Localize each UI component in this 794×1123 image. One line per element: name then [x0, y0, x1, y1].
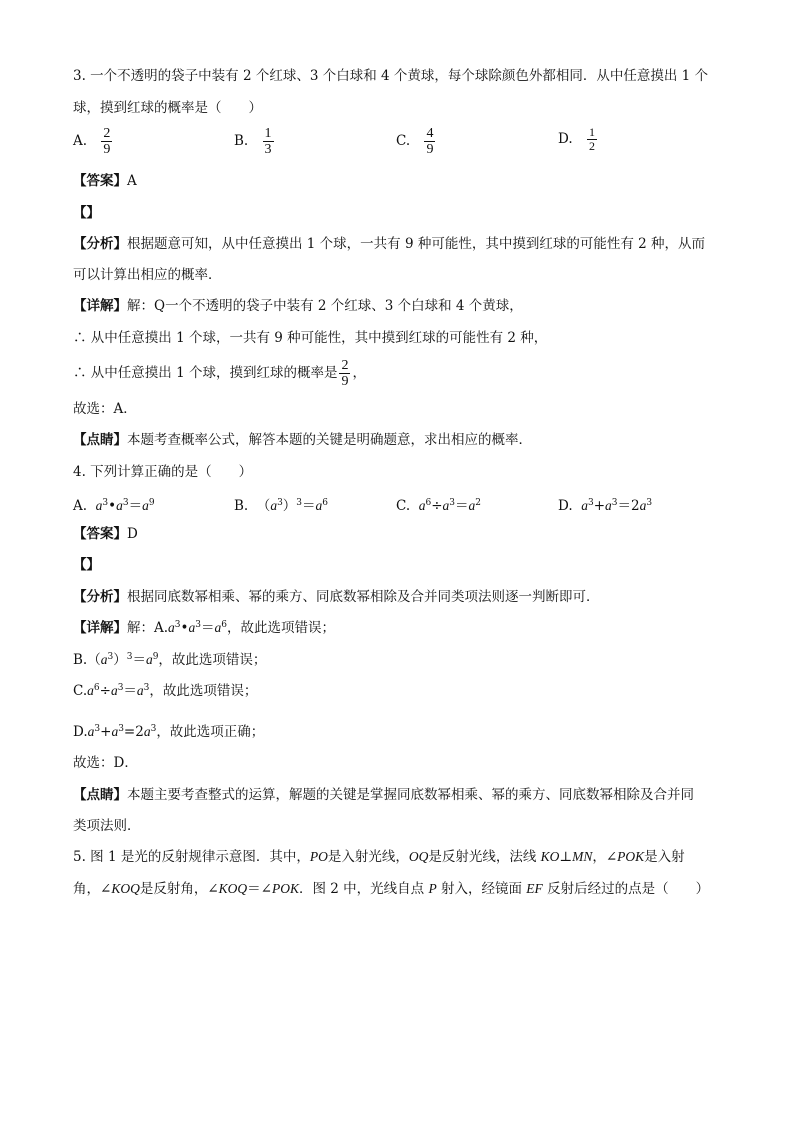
q3-detail-line3: ∴ 从中任意摸出 1 个球，摸到红球的概率是 $\frac{2}{9}$ ，: [73, 358, 366, 389]
q4-detail-b: $B.(a^3)^3=a^9$，故此选项错误；: [73, 652, 267, 668]
q4-empty-tag: 【】: [73, 557, 100, 573]
q3-detail-line2: ∴ 从中任意摸出 1 个球，一共有 9 种可能性，其中摸到红球的可能性有 2 种，: [73, 330, 548, 346]
q3-option-d: D. $\frac{1}{2}$: [558, 125, 595, 153]
q4-detail-d: $D.a^3+a^3=2a^3$，故此选项正确；: [73, 724, 265, 740]
q4-comment-line2: 类项法则．: [73, 818, 141, 834]
q3-answer: 【答案】A: [73, 173, 137, 189]
q3-analysis-line1: 【分析】根据题意可知，从中任意摸出 1 个球，一共有 9 种可能性，其中摸到红球的可能性有 2 种，从而: [73, 236, 706, 252]
q5-stem-line1: 5. 图 1 是光的反射规律示意图．其中，PO是入射光线，OQ是反射光线，法线 KO⊥MN，∠POK是入射: [73, 849, 685, 865]
q3-choice: 故选：A．: [73, 401, 137, 417]
q3-option-b: B. $\frac{1}{3}$: [234, 126, 272, 157]
q3-option-c: C. $\frac{4}{9}$: [396, 126, 434, 157]
q4-detail-a: 【详解】解：$A.a^3•a^3=a^6$，故此选项错误；: [73, 620, 335, 636]
q4-option-c: C. $a^6\div a^3=a^2$: [396, 498, 481, 514]
q4-option-d: D. $a^3+a^3=2a^3$: [558, 498, 653, 514]
q3-analysis-line2: 可以计算出相应的概率．: [73, 267, 222, 283]
q5-stem-line2: 角，∠KOQ是反射角，∠KOQ＝∠POK．图 2 中，光线自点 P 射入，经镜面 EF 反射后经过的点是（ ）: [73, 881, 710, 897]
q3-option-a: A. $\frac{2}{9}$: [73, 126, 111, 157]
q3-stem-line1: 3. 一个不透明的袋子中装有 2 个红球、3 个白球和 4 个黄球，每个球除颜色外都相同．从中任意摸出 1 个: [73, 68, 709, 84]
q4-analysis: 【分析】根据同底数幂相乘、幂的乘方、同底数幂相除及合并同类项法则逐一判断即可．: [73, 589, 600, 605]
q3-comment: 【点睛】本题考查概率公式，解答本题的关键是明确题意，求出相应的概率．: [73, 432, 532, 448]
q3-stem-line2: 球，摸到红球的概率是（ ）: [73, 100, 262, 116]
q3-detail-line1: 【详解】解：Q一个不透明的袋子中装有 2 个红球、3 个白球和 4 个黄球，: [73, 298, 523, 314]
q4-detail-c: $C.a^6\div a^3=a^3$，故此选项错误；: [73, 683, 258, 699]
q4-option-b: B. $(a^3)^3=a^6$: [234, 498, 329, 514]
q4-answer: 【答案】D: [73, 526, 138, 542]
q4-option-a: A. $a^3•a^3=a^9$: [73, 498, 155, 514]
q4-stem: 4. 下列计算正确的是（ ）: [73, 464, 253, 480]
q4-choice: 故选：D．: [73, 755, 138, 771]
q3-empty-tag: 【】: [73, 205, 100, 221]
q4-comment-line1: 【点睛】本题主要考查整式的运算，解题的关键是掌握同底数幂相乘、幂的乘方、同底数幂相除及合并同: [73, 787, 694, 803]
